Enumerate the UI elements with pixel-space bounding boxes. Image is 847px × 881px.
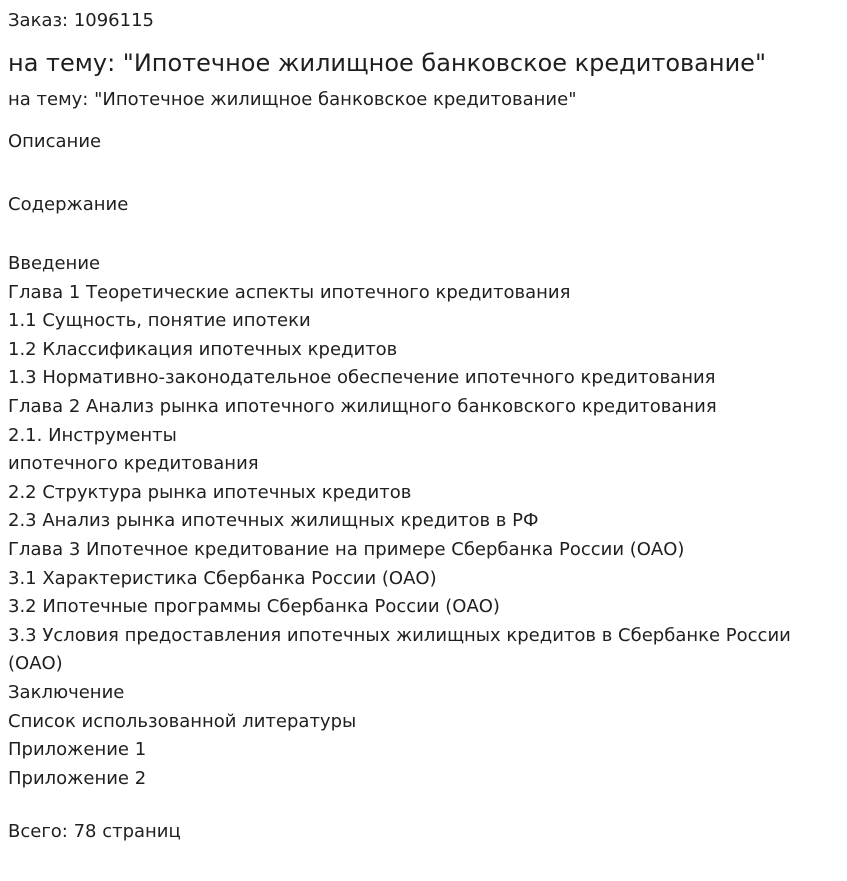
toc-item: Глава 1 Теоретические аспекты ипотечного кредитования <box>8 281 571 303</box>
table-of-contents <box>8 250 839 793</box>
toc-item: Введение <box>8 253 101 274</box>
page-count: Всего: 78 страниц <box>8 821 181 842</box>
toc-item: 2.3 Анализ рынка ипотечных жилищных кредитов в РФ <box>8 510 539 532</box>
page-title: на тему: "Ипотечное жилищное банковское кредитование" <box>8 49 766 77</box>
toc-item: Глава 2 Анализ рынка ипотечного жилищного банковского кредитования <box>8 395 717 417</box>
order-number: Заказ: 1096115 <box>8 10 154 31</box>
toc-item: 2.1. Инструменты <box>8 424 177 446</box>
page-subtitle: на тему: "Ипотечное жилищное банковское кредитование" <box>8 89 577 110</box>
toc-item: 3.2 Ипотечные программы Сбербанка России (ОАО) <box>8 596 500 618</box>
toc-item: Глава 3 Ипотечное кредитование на примере Сбербанка России (ОАО) <box>8 538 685 560</box>
toc-item: ипотечного кредитования <box>8 453 259 475</box>
toc-item: 1.3 Нормативно-законодательное обеспечение ипотечного кредитования <box>8 367 716 389</box>
toc-item: Список использованной литературы <box>8 710 357 732</box>
toc-item: Заключение <box>8 681 125 703</box>
toc-item: 3.1 Характеристика Сбербанка России (ОАО) <box>8 567 437 589</box>
toc-item: 1.2 Классификация ипотечных кредитов <box>8 338 398 360</box>
toc-item: 2.2 Структура рынка ипотечных кредитов <box>8 481 412 503</box>
toc-item: Приложение 1 <box>8 739 147 761</box>
toc-item: 1.1 Сущность, понятие ипотеки <box>8 310 311 332</box>
toc-item: Приложение 2 <box>8 767 147 789</box>
toc-item: 3.3 Условия предоставления ипотечных жилищных кредитов в Сбербанке России (ОАО) <box>8 624 791 675</box>
description-heading: Описание <box>8 131 102 152</box>
contents-heading: Содержание <box>8 194 129 215</box>
